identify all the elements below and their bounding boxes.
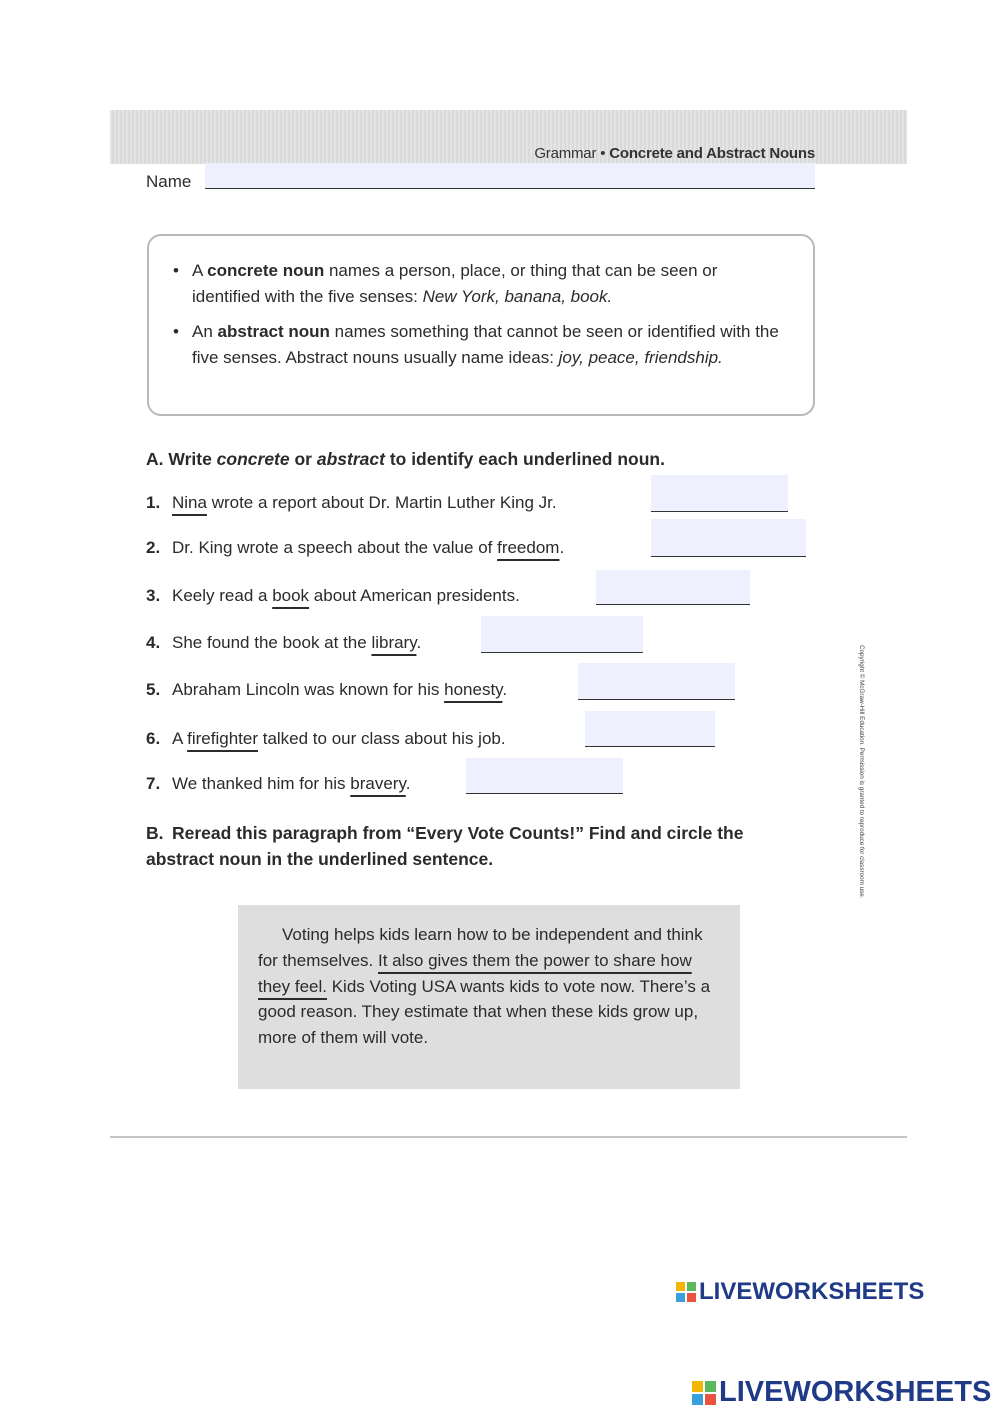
answer-input-5[interactable] [578,663,735,700]
question-1: 1. Nina wrote a report about Dr. Martin Luther King Jr. [146,493,557,512]
header-topic: Concrete and Abstract Nouns [609,145,815,162]
reading-passage: Voting helps kids learn how to be independent and think for themselves. It also gives them the power to share how they feel. Kids Voting USA wants kids to vote now. There’s a good reason. They estimate that when these kids grow up, more of them will vote. [238,905,740,1089]
question-3: 3. Keely read a book about American presidents. [146,586,520,605]
logo-text: LIVEWORKSHEETS [699,1278,925,1305]
question-7: 7. We thanked him for his bravery. [146,774,411,793]
underlined-noun: firefighter [187,729,258,748]
answer-input-1[interactable] [651,475,788,512]
rule-term: concrete noun [207,261,325,280]
underlined-noun: book [272,586,310,605]
rule-examples: New York, banana, book. [422,287,613,306]
logo-icon [692,1381,716,1405]
question-number: 3. [146,586,161,605]
logo-text: LIVEWORKSHEETS [719,1376,992,1408]
liveworksheets-logo-footer[interactable] [692,1376,991,1409]
underlined-noun: Nina [172,493,207,512]
underlined-noun: library [371,633,417,652]
rule-box [147,234,815,416]
liveworksheets-logo[interactable] [676,1278,924,1306]
bottom-divider [110,1136,907,1138]
section-b-instructions: B. Reread this paragraph from “Every Vote Counts!” Find and circle the abstract noun in the underlined sentence. [146,823,744,869]
answer-input-7[interactable] [466,758,623,794]
answer-input-3[interactable] [596,570,750,605]
section-a-instructions: A. Write concrete or abstract to identify each underlined noun. [146,449,665,469]
worksheet-header [534,145,815,162]
question-6: 6. A firefighter talked to our class about his job. [146,729,506,748]
question-number: 7. [146,774,161,793]
copyright-notice: Copyright © McGraw-Hill Education. Permission is granted to reproduce for classroom use. [858,645,865,899]
rule-term: abstract noun [217,322,330,341]
answer-input-6[interactable] [585,711,715,747]
question-number: 5. [146,680,161,699]
question-number: 2. [146,538,161,557]
answer-input-4[interactable] [481,616,643,653]
question-number: 1. [146,493,161,512]
logo-icon [676,1282,696,1302]
question-number: 6. [146,729,161,748]
answer-input-2[interactable] [651,519,806,557]
rule-examples: joy, peace, friendship. [558,348,723,367]
bullet-icon: • [173,261,179,280]
underlined-sentence: It also gives them the power to share how they feel. [258,950,692,996]
question-5: 5. Abraham Lincoln was known for his honesty. [146,680,508,699]
rule-concrete: • A concrete noun names a person, place, or thing that can be seen or identified with the five senses: New York, banana, book. [173,258,789,310]
bullet-icon: • [173,322,179,341]
question-2: 2. Dr. King wrote a speech about the value of freedom. [146,538,565,557]
header-separator: • [600,145,606,162]
underlined-noun: freedom [497,538,560,557]
question-number: 4. [146,633,161,652]
underlined-noun: honesty [444,680,503,699]
underlined-noun: bravery [350,774,406,793]
name-label: Name [146,172,192,191]
name-input[interactable] [205,163,815,189]
header-subject: Grammar [534,145,597,162]
rule-abstract: • An abstract noun names something that cannot be seen or identified with the five senses. Abstract nouns usually name ideas: joy, peace, friendship. [173,319,789,371]
question-4: 4. She found the book at the library. [146,633,422,652]
